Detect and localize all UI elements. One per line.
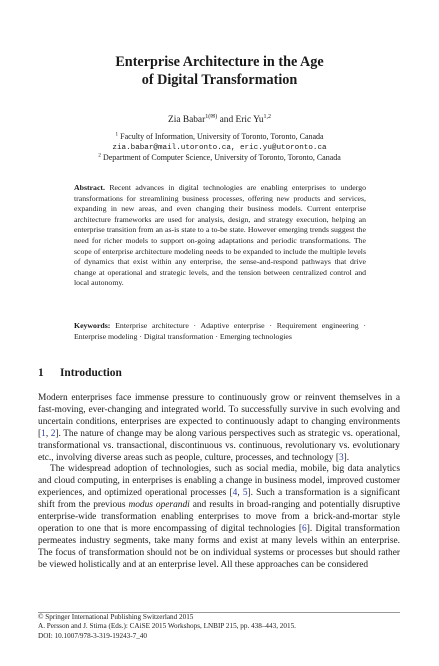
paragraph-1: [38, 393, 400, 464]
emphasis-text: modus operandi: [128, 500, 190, 511]
citation-link[interactable]: 5: [242, 488, 248, 499]
author-2: Eric Yu: [235, 115, 264, 125]
affiliations: [0, 132, 439, 164]
title-line-1: Enterprise Architecture in the Age: [115, 54, 324, 70]
paragraph-1-text: Modern enterprises face immense pressure to continuously grow or reinvent themselves in a fast-moving, ever-changing and integrated world. To successfully survive in such evolving and uncertain conditions, enterprises are expected to continuously adapt to changing environments [: [38, 393, 400, 439]
title-line-2: of Digital Transformation: [141, 72, 298, 88]
paragraph-2: [38, 464, 400, 571]
keywords-text: Enterprise architecture · Adaptive enterprise · Requirement engineering · Enterprise modeling · Digital transformation · Emerging technologies: [74, 321, 366, 341]
author-2-marker: 1,2: [263, 113, 272, 120]
paragraph-2-text: The widespread adoption of technologies, such as social media, mobile, big data analytics and cloud computing, in enterprises is enabling a change in business model, improved customer experiences, and optimized operational processes [: [38, 464, 400, 499]
affiliation-1: [0, 132, 439, 143]
abstract: [74, 183, 366, 289]
abstract-text: Recent advances in digital technologies are enabling enterprises to undergo transformations for streamlining business processes, offering new products and services, expanding in new areas, and even changing their business models. Current enterprise architecture frameworks are used for analysis, design, and strategy execution, helping an enterprise transition from an as-is state to a to-be state. However emerging trends suggest the need for richer models to support on-going adaptations and periodic transformations. The scope of enterprise architecture modeling needs to be expanded to include the multiple levels of dynamics that exist within any enterprise, the sense-and-respond pathways that drive change at operational and strategic levels, and the tension between centralized control and local autonomy.: [74, 183, 366, 288]
affiliation-2-marker: 2: [98, 152, 101, 159]
body-text: [38, 393, 400, 572]
citation-link[interactable]: 2: [50, 428, 56, 439]
paragraph-2-text: ,: [237, 488, 243, 499]
keywords-label: Keywords:: [74, 321, 111, 330]
affiliation-1-text: Faculty of Information, University of Toronto, Toronto, Canada: [118, 132, 324, 141]
paragraph-2-text: ]. Digital transformation permeates industry segments, take many forms and exist at many levels within an enterprise. The focus of transformation should not be on individual systems or processes but should rather be viewed holistically and at an enterprise level. All these approaches can be considered: [38, 523, 400, 570]
citation-link[interactable]: 4: [232, 488, 238, 499]
paragraph-1-text: ,: [45, 428, 51, 439]
section-title: Introduction: [60, 367, 122, 379]
footer-copyright: © Springer International Publishing Switzerland 2015: [38, 613, 194, 621]
paragraph-1-text: ]. The nature of change may be along various perspectives such as strategic vs. operational, transformational vs. transactional, discontinuous vs. continuous, revolutionary vs. evolutionary etc., involving diverse areas such as people, culture, processes, and technology [: [38, 428, 401, 463]
citation-link[interactable]: 3: [338, 452, 344, 463]
author-conjunction: and: [217, 115, 236, 125]
author-1-marker: 1(✉): [205, 113, 218, 120]
affiliation-1-marker: 1: [115, 131, 119, 138]
citation-link[interactable]: 1: [41, 428, 46, 439]
keywords: [74, 321, 366, 342]
paragraph-2-text: and results in broad-ranging and potentially disruptive enterprise-wide transformation enabling enterprises to move from a brick-and-mortar style operation to one that is more encompassing of digital technologies [: [38, 500, 400, 534]
affiliation-2: [0, 153, 439, 164]
copyright-footer: [38, 613, 400, 641]
abstract-label: Abstract.: [74, 183, 105, 192]
paragraph-2-text: ]. Such a transformation is a significant shift from the previous: [38, 488, 400, 511]
section-number: 1: [38, 367, 44, 379]
affiliation-2-text: Department of Computer Science, University of Toronto, Toronto, Canada: [100, 153, 341, 162]
author-1: Zia Babar: [167, 115, 206, 125]
footer-doi[interactable]: DOI: 10.1007/978-3-319-19243-7_40: [38, 631, 147, 640]
citation-link[interactable]: 6: [302, 523, 307, 534]
footer-citation: A. Persson and J. Stirna (Eds.): CAiSE 2015 Workshops, LNBIP 215, pp. 438–443, 2015.: [38, 622, 296, 631]
author-emails[interactable]: zia.babar@mail.utoronto.ca, eric.yu@utoronto.ca: [112, 143, 327, 152]
paper-title: [0, 53, 439, 89]
paragraph-1-text: ].: [343, 452, 350, 463]
section-heading: [38, 367, 122, 379]
author-list: [0, 114, 439, 126]
